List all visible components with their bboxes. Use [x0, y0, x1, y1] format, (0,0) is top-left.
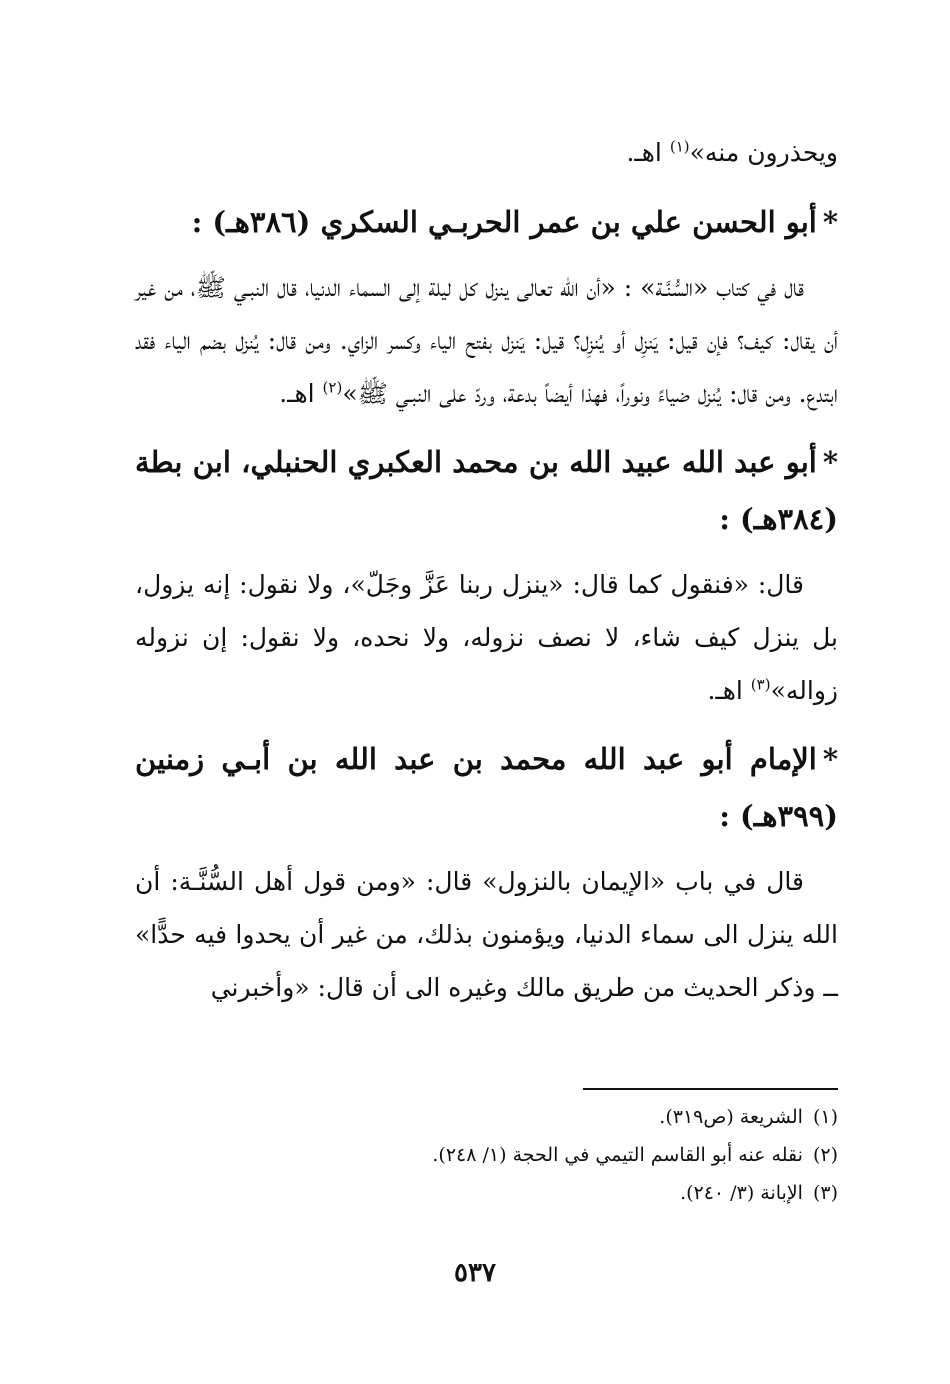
paragraph-text: قال في كتاب «السُّنَّـة» : «أن الله تعالى ينزل كل ليلة إلى السماء الدنيا، قال النبـي ﷺ، من غير أن يقال: كيف؟ فإن قيل: يَنزِل أو يُنزِل؟ قيل: يَنزل بفتح الياء وكسر الزاي. ومن قال: يُنزل بضم الياء فقد ابتدع. ومن قال: يُنزل ضياءً ونوراً، فهذا أيضاً بدعة، وردّ على النبـي ﷺ»	[135, 273, 838, 408]
footnote-divider	[583, 1088, 838, 1090]
footnote-text: الشريعة (ص٣١٩).	[659, 1106, 803, 1128]
paragraph-tail: اهـ.	[707, 676, 751, 705]
footnote-1	[135, 1098, 838, 1136]
footnote-ref-3[interactable]: (٣)	[750, 675, 771, 694]
footnote-3	[135, 1174, 838, 1212]
intro-text: ويحذرون منه»	[689, 138, 838, 167]
asterisk-marker: *	[822, 205, 838, 239]
section-heading-3	[135, 731, 838, 845]
page-number: ٥٣٧	[454, 1258, 496, 1288]
footnote-2	[135, 1136, 838, 1174]
section-heading-text: أبو عبد الله عبيد الله بن محمد العكبري الحنبلي، ابن بطة (٣٨٤هـ) :	[135, 445, 838, 536]
section-1-paragraph	[135, 261, 838, 420]
footnote-number: (١)	[812, 1106, 838, 1128]
asterisk-marker: *	[822, 742, 838, 776]
footnote-number: (٢)	[812, 1144, 838, 1166]
section-3-paragraph	[135, 855, 838, 1014]
footnote-text: نقله عنه أبو القاسم التيمي في الحجة (١/ ٢٤٨).	[432, 1144, 803, 1166]
paragraph-tail: اهـ.	[279, 379, 323, 408]
footnote-number: (٣)	[812, 1182, 838, 1204]
footnote-text: الإبانة (٣/ ٢٤٠).	[680, 1182, 803, 1204]
section-heading-2	[135, 434, 838, 548]
intro-tail: اهـ.	[626, 138, 670, 167]
footnotes	[135, 1098, 838, 1212]
section-2-paragraph	[135, 558, 838, 717]
paragraph-text: قال في باب «الإيمان بالنزول» قال: «ومن قول أهل السُّنَّـة: أن الله ينزل الى سماء الدنيا، ويؤمنون بذلك، من غير أن يحدوا فيه حدًّا» ــ وذكر الحديث من طريق مالك وغيره الى أن قال: «وأخبرني	[135, 867, 838, 1002]
footnote-ref-1[interactable]: (١)	[669, 137, 690, 156]
paragraph-text: قال: «فنقول كما قال: «ينزل ربنا عَزَّ وجَلّ»، ولا نقول: إنه يزول، بل ينزل كيف شاء، لا نصف نزوله، ولا نحده، ولا نقول: إن نزوله زواله»	[135, 570, 838, 705]
intro-line	[135, 126, 838, 180]
asterisk-marker: *	[822, 445, 838, 479]
section-heading-text: الإمام أبو عبد الله محمد بن عبد الله بن أبـي زمنين (٣٩٩هـ) :	[135, 742, 838, 833]
main-text	[135, 126, 838, 1014]
footnote-ref-2[interactable]: (٢)	[322, 378, 343, 397]
section-heading-1	[135, 194, 838, 251]
section-heading-text: أبو الحسن علي بن عمر الحربـي السكري (٣٨٦هـ) :	[191, 205, 817, 239]
